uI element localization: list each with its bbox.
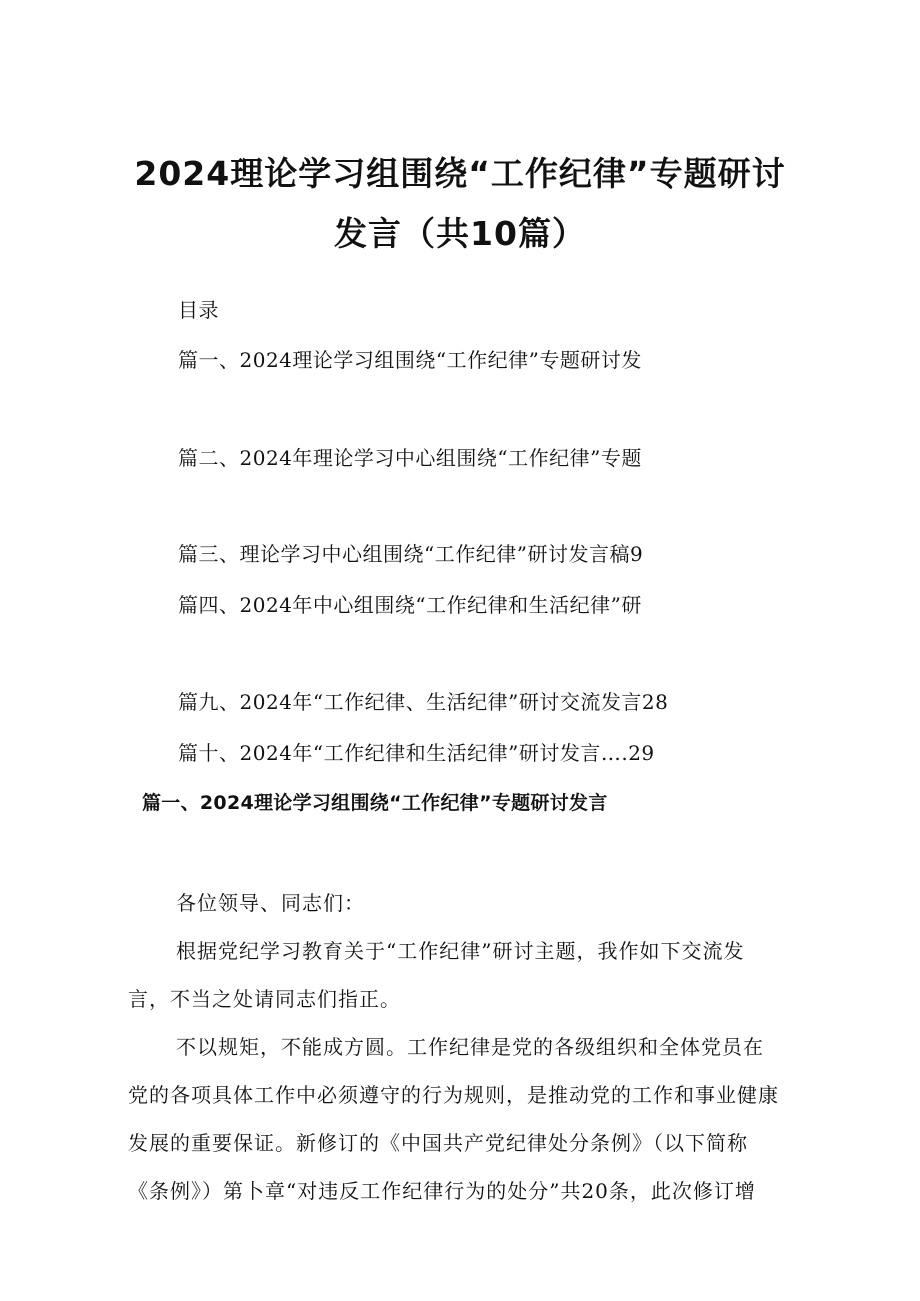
body-line: 根据党纪学习教育关于“工作纪律”研讨主题，我作如下交流发	[176, 939, 745, 963]
toc-label: 目录	[178, 298, 219, 322]
salutation: 各位领导、同志们：	[176, 891, 365, 915]
toc-item-2[interactable]: 篇二、2024年理论学习中心组围绕“工作纪律”专题	[178, 446, 642, 470]
toc-item-10[interactable]: 篇十、2024年“工作纪律和生活纪律”研讨发言….29	[178, 741, 655, 765]
toc-item-3[interactable]: 篇三、理论学习中心组围绕“工作纪律”研讨发言稿9	[178, 542, 644, 566]
document-title-line-2: 发言（共10篇）	[334, 214, 586, 253]
section-heading: 篇一、2024理论学习组围绕“工作纪律”专题研讨发言	[142, 792, 608, 814]
body-line: 不以规矩，不能成方圆。工作纪律是党的各级组织和全体党员在	[176, 1035, 764, 1059]
toc-item-1[interactable]: 篇一、2024理论学习组围绕“工作纪律”专题研讨发	[178, 348, 642, 372]
body-line: 党的各项具体工作中必须遵守的行为规则，是推动党的工作和事业健康	[128, 1083, 779, 1107]
document-title-line-1: 2024理论学习组围绕“工作纪律”专题研讨	[134, 154, 786, 193]
body-line: 发展的重要保证。新修订的《中国共产党纪律处分条例》（以下简称	[128, 1131, 748, 1155]
toc-item-4[interactable]: 篇四、2024年中心组围绕“工作纪律和生活纪律”研	[178, 593, 642, 617]
body-line: 言，不当之处请同志们指正。	[128, 987, 401, 1011]
toc-item-9[interactable]: 篇九、2024年“工作纪律、生活纪律”研讨交流发言28	[178, 690, 669, 714]
body-line: 《条例》）第卜章“对违反工作纪律行为的处分”共20条，此次修订增	[128, 1179, 756, 1203]
